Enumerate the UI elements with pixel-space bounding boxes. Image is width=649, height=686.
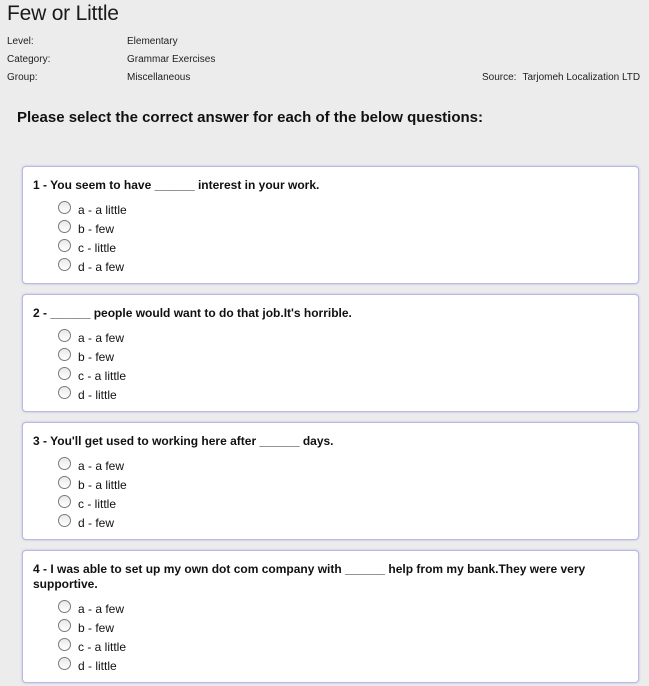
question-card-1	[22, 166, 639, 284]
radio-button[interactable]	[58, 367, 71, 380]
option-label[interactable]: a - a few	[78, 458, 125, 473]
question-text: 2 - ______ people would want to do that job.It's horrible.	[33, 306, 352, 320]
question-text: 1 - You seem to have ______ interest in your work.	[33, 178, 320, 192]
radio-button[interactable]	[58, 476, 71, 489]
level-label: Level:	[7, 36, 34, 47]
option-label[interactable]: c - a little	[78, 639, 127, 654]
answer-option[interactable]	[58, 656, 126, 675]
answer-option[interactable]	[58, 456, 127, 475]
level-row	[7, 35, 178, 49]
option-label[interactable]: d - little	[78, 387, 117, 402]
radio-button[interactable]	[58, 600, 71, 613]
answer-option[interactable]	[58, 219, 127, 238]
answer-option[interactable]	[58, 238, 127, 257]
group-row	[7, 71, 190, 85]
question-card-3	[22, 422, 639, 540]
answer-option[interactable]	[58, 200, 127, 219]
radio-button[interactable]	[58, 619, 71, 632]
answer-option[interactable]	[58, 618, 126, 637]
category-row	[7, 53, 215, 67]
question-card-4	[22, 550, 639, 683]
answer-options	[58, 200, 127, 276]
radio-button[interactable]	[58, 201, 71, 214]
radio-button[interactable]	[58, 495, 71, 508]
source-label: Source:	[482, 72, 517, 83]
source-info	[482, 71, 649, 85]
option-label[interactable]: b - few	[78, 221, 115, 236]
option-label[interactable]: a - a few	[78, 601, 125, 616]
option-label[interactable]: c - little	[78, 496, 117, 511]
answer-options	[58, 328, 126, 404]
option-label[interactable]: a - a few	[78, 330, 125, 345]
radio-button[interactable]	[58, 457, 71, 470]
group-label: Group:	[7, 72, 38, 83]
radio-button[interactable]	[58, 514, 71, 527]
answer-option[interactable]	[58, 328, 126, 347]
answer-options	[58, 599, 126, 675]
option-label[interactable]: a - a little	[78, 202, 127, 217]
radio-button[interactable]	[58, 239, 71, 252]
radio-button[interactable]	[58, 348, 71, 361]
answer-option[interactable]	[58, 366, 126, 385]
option-label[interactable]: d - few	[78, 515, 115, 530]
answer-option[interactable]	[58, 347, 126, 366]
group-value: Miscellaneous	[127, 72, 191, 83]
radio-button[interactable]	[58, 638, 71, 651]
option-label[interactable]: b - few	[78, 620, 115, 635]
radio-button[interactable]	[58, 329, 71, 342]
category-value: Grammar Exercises	[127, 54, 216, 65]
radio-button[interactable]	[58, 258, 71, 271]
answer-option[interactable]	[58, 385, 126, 404]
option-label[interactable]: c - little	[78, 240, 117, 255]
answer-options	[58, 456, 127, 532]
radio-button[interactable]	[58, 657, 71, 670]
radio-button[interactable]	[58, 220, 71, 233]
instructions: Please select the correct answer for each of the below questions:	[17, 109, 483, 126]
question-text: 4 - I was able to set up my own dot com company with ______ help from my bank.They were very supportive.	[33, 562, 586, 591]
page-title: Few or Little	[7, 2, 119, 25]
question-text: 3 - You'll get used to working here after ______ days.	[33, 434, 334, 448]
answer-option[interactable]	[58, 494, 127, 513]
level-value: Elementary	[127, 36, 178, 47]
option-label[interactable]: b - few	[78, 349, 115, 364]
option-label[interactable]: d - little	[78, 658, 117, 673]
answer-option[interactable]	[58, 475, 127, 494]
answer-option[interactable]	[58, 599, 126, 618]
answer-option[interactable]	[58, 257, 127, 276]
source-value: Tarjomeh Localization LTD	[522, 72, 641, 83]
option-label[interactable]: d - a few	[78, 259, 125, 274]
question-card-2	[22, 294, 639, 412]
answer-option[interactable]	[58, 513, 127, 532]
option-label[interactable]: b - a little	[78, 477, 127, 492]
radio-button[interactable]	[58, 386, 71, 399]
answer-option[interactable]	[58, 637, 126, 656]
option-label[interactable]: c - a little	[78, 368, 127, 383]
category-label: Category:	[7, 54, 51, 65]
